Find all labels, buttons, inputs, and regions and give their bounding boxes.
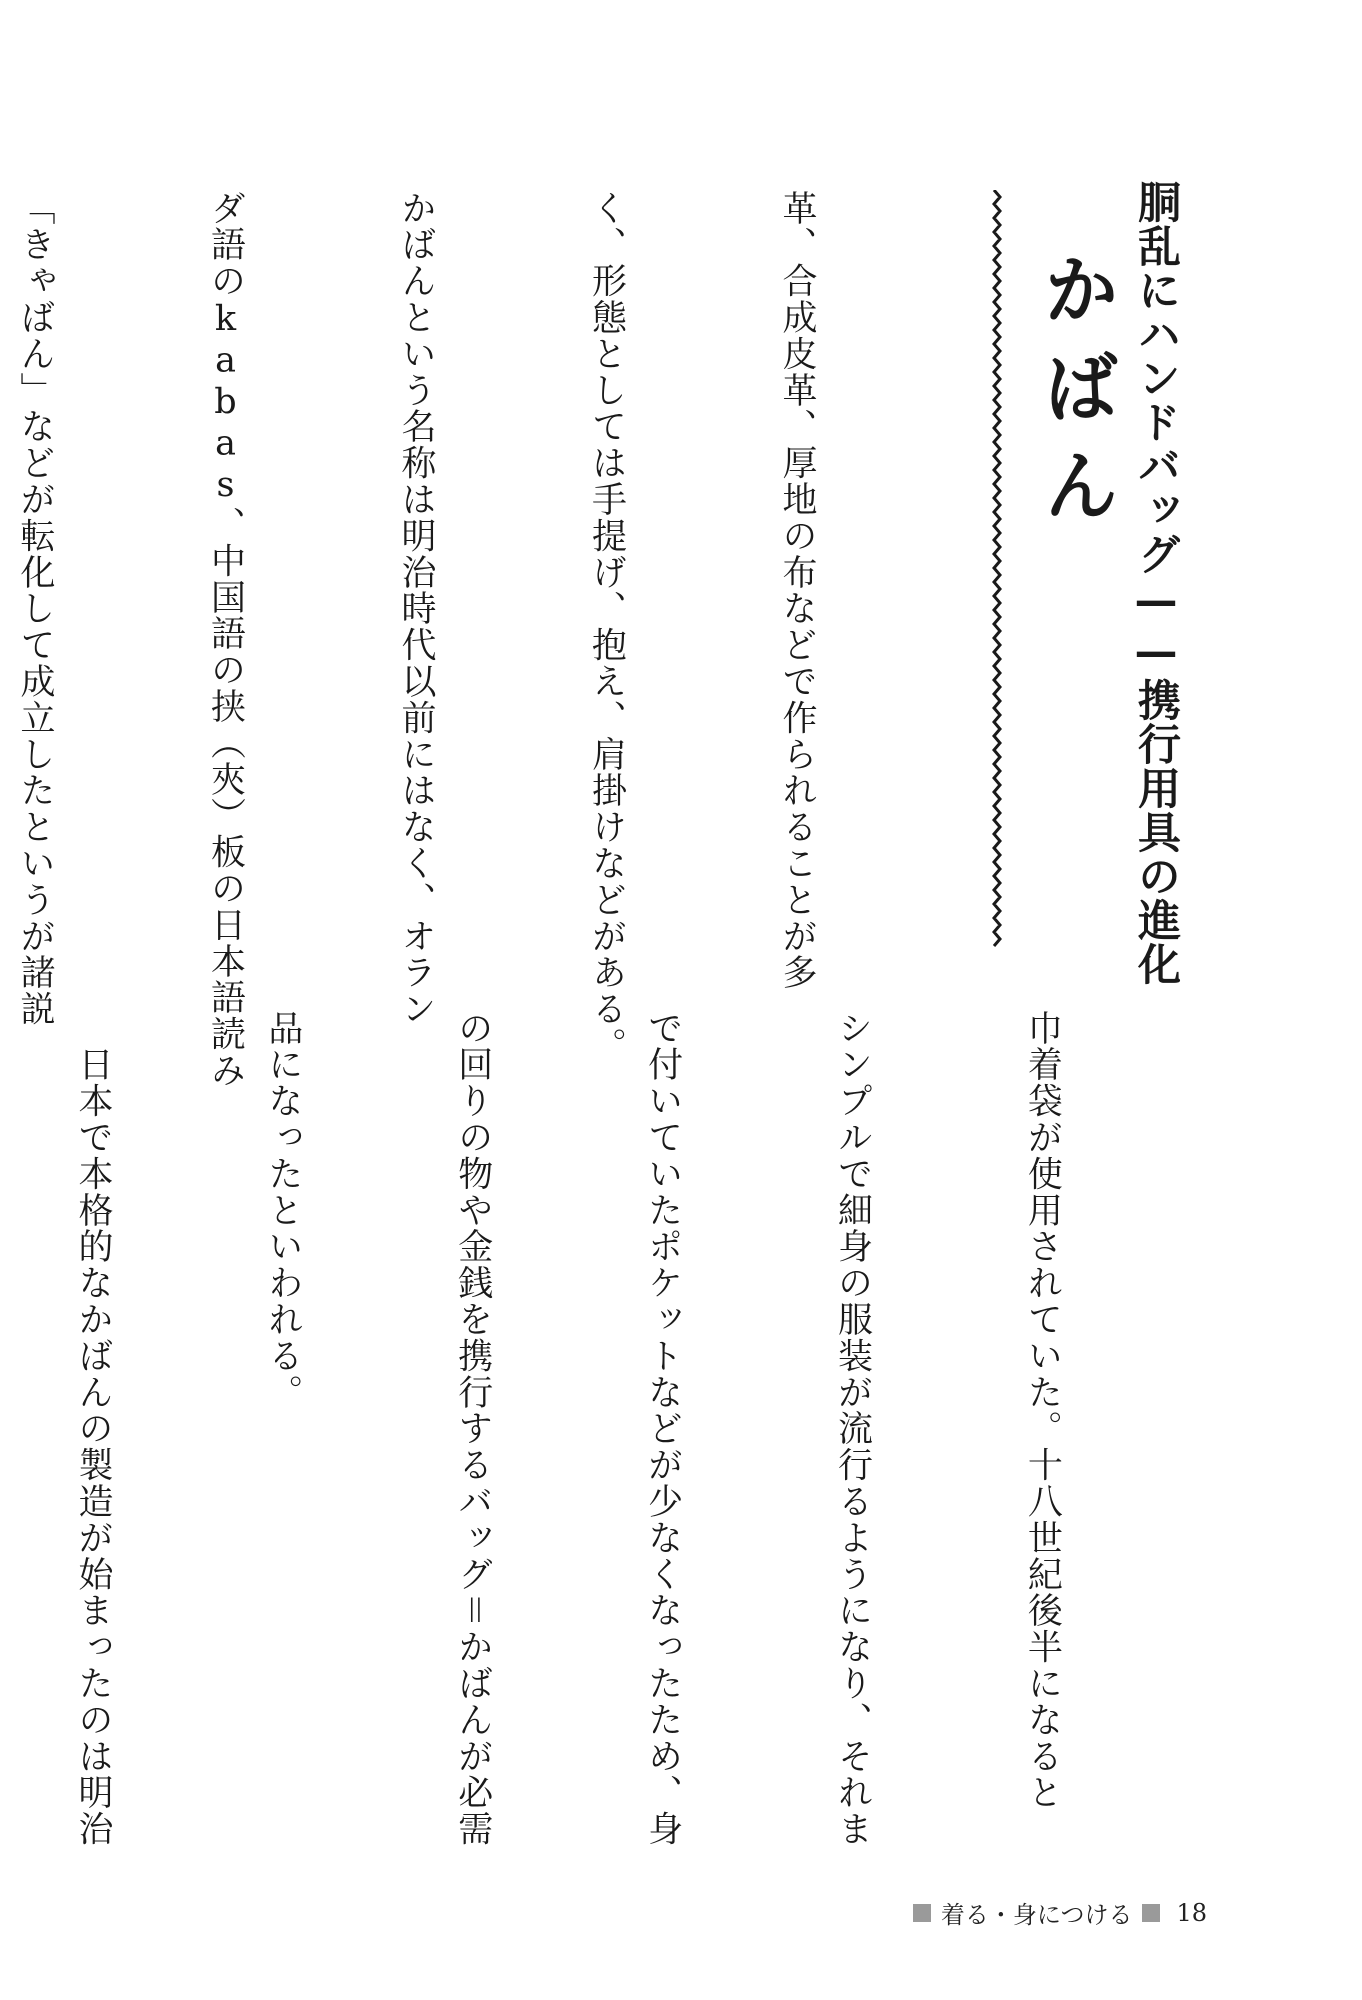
text-line: で付いていたポケットなどが少なくなったため、身 bbox=[642, 1010, 683, 1848]
page-number: 18 bbox=[1176, 1898, 1207, 1927]
body-text-upper bbox=[15, 190, 955, 1089]
text-line: の回りの物や金銭を携行するバッグ＝かばんが必需 bbox=[452, 1010, 493, 1848]
text-line: 「きゃばん」などが転化して成立したというが諸説 bbox=[15, 190, 55, 1028]
footer-section-title: 着る・身につける bbox=[940, 1901, 1133, 1929]
body-text-lower bbox=[72, 1010, 1200, 1848]
text-line: 巾着袋が使用されていた。十八世紀後半になると bbox=[1022, 1010, 1063, 1811]
text-line: かばんという名称は明治時代以前にはなく、オラン bbox=[396, 190, 436, 1028]
text-line: 品になったといわれる。 bbox=[262, 1010, 303, 1411]
text-line: 日本で本格的なかばんの製造が始まったのは明治 bbox=[72, 1010, 113, 1848]
text-line: シンプルで細身の服装が流行るようになり、それま bbox=[832, 1010, 873, 1848]
page-title: かばん bbox=[1031, 250, 1120, 544]
text-line: く、形態としては手提げ、抱え、肩掛けなどがある。 bbox=[586, 190, 627, 1064]
text-line: ダ語のkabas、中国語の挟（夾）板の日本語読み bbox=[205, 190, 246, 1089]
square-bullet-icon bbox=[913, 1904, 931, 1922]
text-line: 革、合成皮革、厚地の布などで作られることが多 bbox=[777, 190, 817, 991]
chapter-subtitle: 胴乱にハンドバッグ——携行用具の進化 bbox=[1131, 180, 1181, 986]
page-footer bbox=[913, 1895, 1207, 1930]
square-bullet-icon bbox=[1142, 1904, 1160, 1922]
decorative-zigzag-rule bbox=[992, 190, 1002, 950]
